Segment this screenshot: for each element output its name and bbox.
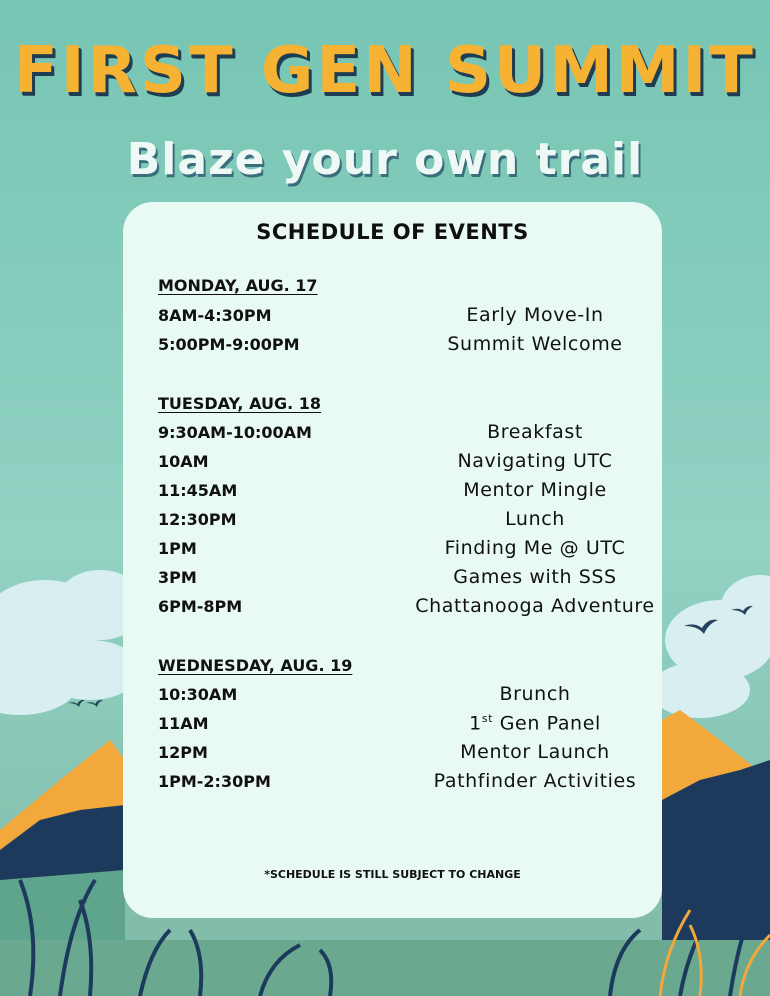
schedule-row [158,423,628,451]
event-name: Summit Welcome [447,333,623,355]
event-time: 12PM [158,743,208,762]
event-name: Brunch [499,683,571,705]
schedule-row [158,568,628,596]
schedule-row [158,335,628,363]
day-heading-tuesday: TUESDAY, AUG. 18 [158,394,322,413]
event-time: 6PM-8PM [158,597,243,616]
event-time: 10:30AM [158,685,238,704]
event-time: 5:00PM-9:00PM [158,335,300,354]
event-name: Pathfinder Activities [433,770,637,792]
schedule-row [158,595,655,625]
schedule-row [158,481,628,509]
schedule-row [158,685,628,713]
schedule-heading: SCHEDULE OF EVENTS [256,220,529,244]
event-name: Mentor Launch [460,741,610,763]
event-name: Breakfast [487,421,583,443]
schedule-row [158,743,628,771]
event-name: Lunch [505,508,565,530]
event-name: Mentor Mingle [463,479,607,501]
event-time: 8AM-4:30PM [158,306,272,325]
event-time: 12:30PM [158,510,237,529]
schedule-row [158,770,637,800]
event-name: Games with SSS [453,566,617,588]
schedule-row [158,452,628,480]
event-name-prefix: 1 [469,712,482,735]
event-time: 9:30AM-10:00AM [158,423,312,442]
event-time: 1PM [158,539,197,558]
poster-subtitle: Blaze your own trail [126,134,644,185]
schedule-note: *SCHEDULE IS STILL SUBJECT TO CHANGE [264,868,521,881]
event-time: 3PM [158,568,197,587]
schedule-row [158,539,628,567]
event-name: Finding Me @ UTC [444,537,626,559]
poster-title: FIRST GEN SUMMIT [14,34,756,108]
event-name [364,712,706,734]
day-heading-wednesday: WEDNESDAY, AUG. 19 [158,656,353,675]
schedule-row [158,714,628,742]
day-heading-monday: MONDAY, AUG. 17 [158,276,318,295]
event-name: Navigating UTC [457,450,613,472]
event-time: 1PM-2:30PM [158,772,271,791]
event-name-suffix: Gen Panel [493,712,601,735]
schedule-row [158,306,628,334]
event-name: Early Move-In [466,304,604,326]
event-name-superscript: st [481,712,494,725]
event-time: 11:45AM [158,481,238,500]
event-time: 10AM [158,452,209,471]
event-time: 11AM [158,714,209,733]
schedule-card [123,202,662,918]
schedule-row [158,510,628,538]
event-name: Chattanooga Adventure [415,595,655,617]
